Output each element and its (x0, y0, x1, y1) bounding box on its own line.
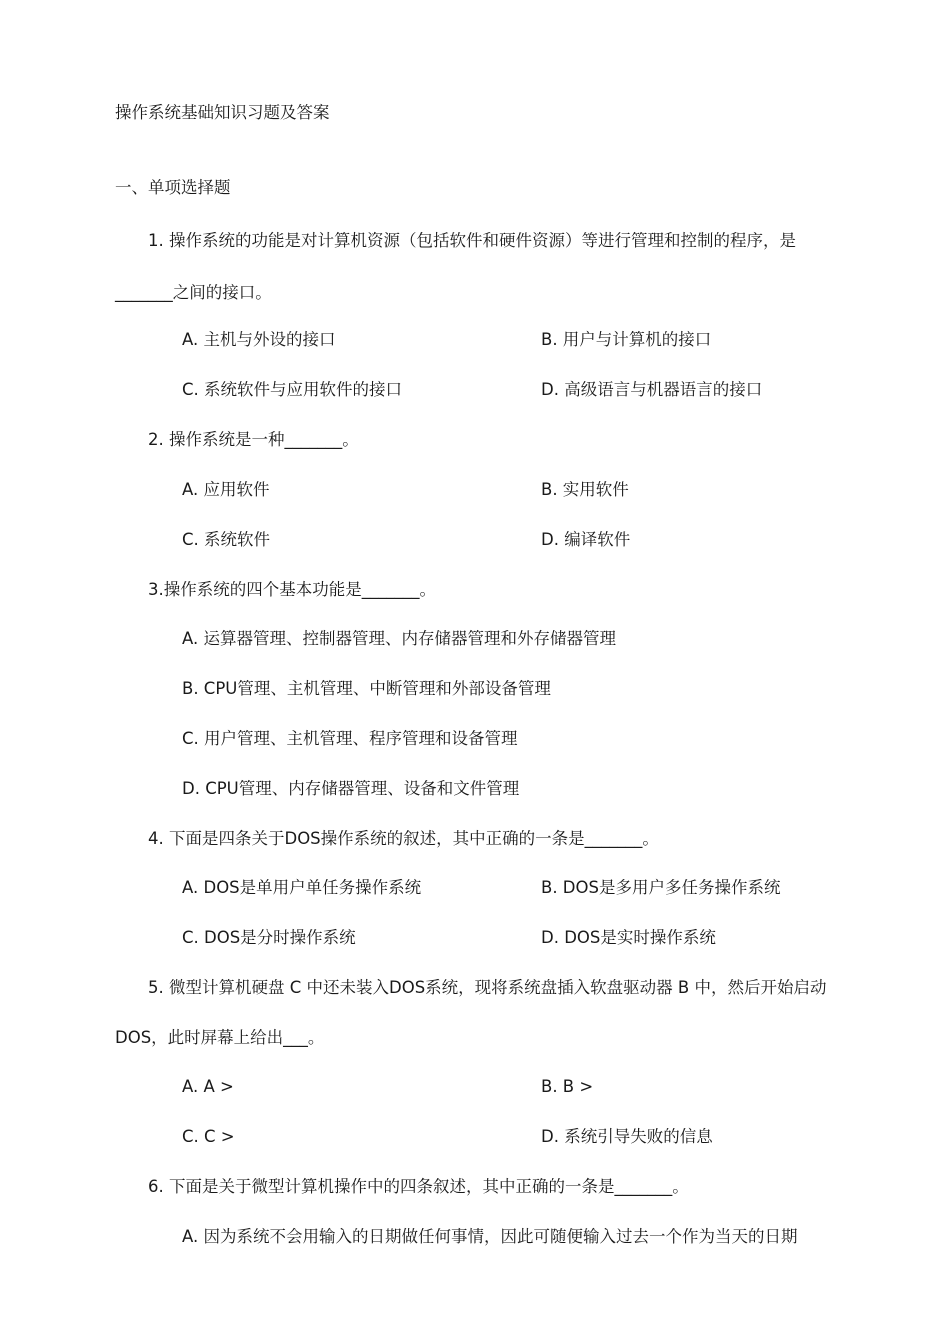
question-3-text: 3.操作系统的四个基本功能是_______。 (148, 580, 436, 599)
question-2-option-b: B. 实用软件 (541, 480, 629, 499)
question-5-option-c: C. C > (182, 1127, 235, 1146)
question-5-option-a: A. A > (182, 1077, 234, 1096)
question-6-option-a: A. 因为系统不会用输入的日期做任何事情，因此可随便输入过去一个作为当天的日期 (182, 1227, 798, 1246)
document-title: 操作系统基础知识习题及答案 (115, 103, 330, 122)
question-1-text: 1. 操作系统的功能是对计算机资源（包括软件和硬件资源）等进行管理和控制的程序，是 (148, 231, 796, 250)
question-2-option-a: A. 应用软件 (182, 480, 270, 499)
question-2-text: 2. 操作系统是一种_______。 (148, 430, 359, 449)
question-1-option-a: A. 主机与外设的接口 (182, 330, 336, 349)
question-6-text: 6. 下面是关于微型计算机操作中的四条叙述，其中正确的一条是_______。 (148, 1177, 689, 1196)
question-5-text-continued: DOS，此时屏幕上给出___。 (115, 1028, 325, 1047)
question-1-option-b: B. 用户与计算机的接口 (541, 330, 712, 349)
question-2-option-c: C. 系统软件 (182, 530, 271, 549)
question-1-text-continued: _______之间的接口。 (115, 283, 272, 302)
question-3-option-a: A. 运算器管理、控制器管理、内存储器管理和外存储器管理 (182, 629, 616, 648)
question-3-option-b: B. CPU管理、主机管理、中断管理和外部设备管理 (182, 679, 551, 698)
section-heading: 一、单项选择题 (115, 178, 231, 197)
question-5-option-b: B. B > (541, 1077, 594, 1096)
question-4-option-a: A. DOS是单用户单任务操作系统 (182, 878, 422, 897)
question-4-text: 4. 下面是四条关于DOS操作系统的叙述，其中正确的一条是_______。 (148, 829, 659, 848)
question-5-option-d: D. 系统引导失败的信息 (541, 1127, 713, 1146)
question-3-option-c: C. 用户管理、主机管理、程序管理和设备管理 (182, 729, 518, 748)
question-4-option-d: D. DOS是实时操作系统 (541, 928, 716, 947)
question-4-option-c: C. DOS是分时操作系统 (182, 928, 356, 947)
question-5-text: 5. 微型计算机硬盘 C 中还未装入DOS系统，现将系统盘插入软盘驱动器 B 中，然后开始启动 (148, 978, 827, 997)
question-4-option-b: B. DOS是多用户多任务操作系统 (541, 878, 781, 897)
question-1-option-d: D. 高级语言与机器语言的接口 (541, 380, 763, 399)
question-2-option-d: D. 编译软件 (541, 530, 631, 549)
question-1-option-c: C. 系统软件与应用软件的接口 (182, 380, 403, 399)
question-3-option-d: D. CPU管理、内存储器管理、设备和文件管理 (182, 779, 520, 798)
